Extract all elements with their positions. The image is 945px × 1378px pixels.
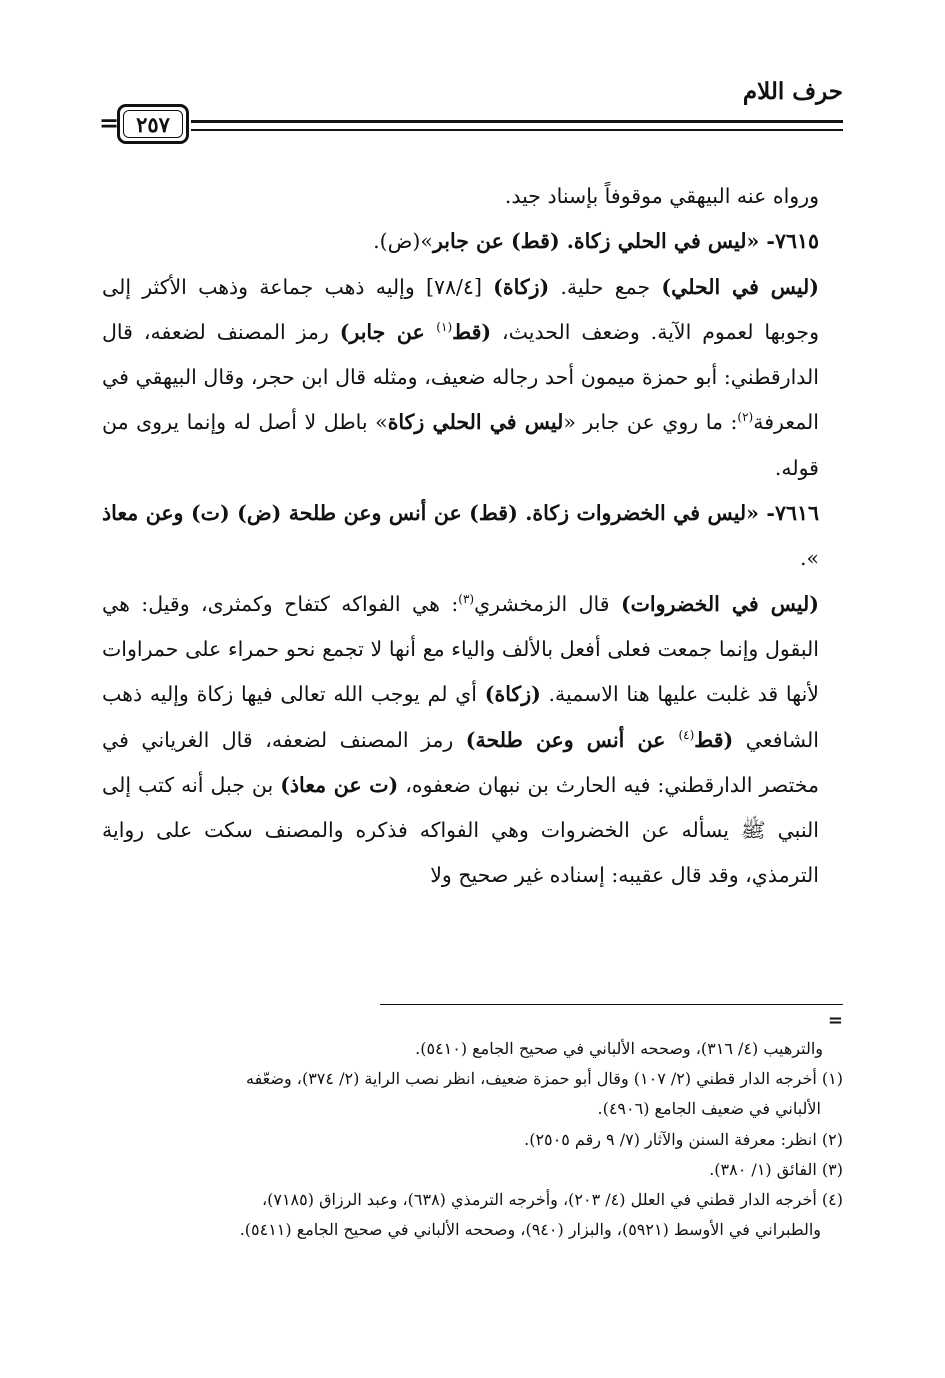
footnote-3: (٣) الفائق (١/ ٣٨٠). [709,1159,843,1179]
text-run: قال الزمخشري [474,591,621,616]
text-run: [٧٨/٤] وإليه ذهب جماعة وذهب الأكثر إلى وجوبها لعموم الآية. وضعف الحديث، [102,274,819,344]
hadith-text: ليس في الخضروات زكاة. (قط) عن أنس وعن طلحة [288,501,747,526]
hadith-tail: »(ض). [373,229,433,254]
text-run: جمع حلية. [549,274,662,299]
bold-phrase: (زكاة) [493,274,550,299]
running-header-title: حرف اللام [742,78,843,105]
text-run: » باطل لا أصل له وإنما يروى من قوله. [102,410,819,480]
hadith-7616 [102,491,843,582]
footnote-4: (٤) أخرجه الدار قطني في العلل (٤/ ٢٠٣)، وأخرجه الترمذي (٦٣٨)، وعبد الرزاق (٧١٨٥)، [261,1190,843,1210]
footnote-separator [380,1004,843,1005]
text-run: رمز المصنف لضعفه، قال الدارقطني: أبو حمزة ميمون أحد رجاله ضعيف، ومثله قال ابن حجر، وقال البيهقي في المعرفة [102,319,820,435]
footnote-equals-mark: = [827,1010,843,1031]
bold-phrase: (ليس في الحلي) [661,274,819,299]
text-run: أي لم يوجب الله تعالى فيها زكاة وإليه ذهب الشافعي [102,682,819,752]
bold-phrase: ليس في الحلي زكاة [387,410,564,435]
footnote-continuation: والترهيب (٤/ ٣١٦)، وصححه الألباني في صحيح الجامع (٥٤١٠). [415,1039,823,1058]
text-run: رمز المصنف لضعفه، قال الغرياني في مختصر الدارقطني: فيه الحارث بن نبهان ضعفوه، [102,727,819,797]
footnote-ref-2[interactable]: (٢) [737,410,754,425]
footnote-ref-1[interactable]: (١) [436,320,453,335]
commentary-7615 [102,265,843,491]
header-equals-mark: = [99,108,120,137]
page-number: ٢٥٧ [123,110,183,138]
text-run: : ما روي عن جابر « [563,410,738,435]
text-run: : هي الفواكه كتفاح وكمثرى، وقيل: هي البقول وإنما جمعت فعلى أفعل بالألف والياء مع أنها لا تجمع نحو حمراء على حمراوات لأنها قد غلبت عليها هنا الاسمية. [102,591,819,707]
bold-phrase: (قط [452,319,492,344]
hadith-grade: (ض) [229,501,289,526]
header-double-rule [191,120,843,131]
bold-phrase: (ت عن معاذ) [280,772,399,797]
footnote-1-cont: الألباني في ضعيف الجامع (٤٩٠٦). [597,1099,821,1119]
footnote-1: (١) أخرجه الدار قطني (٢/ ١٠٧) وقال أبو حمزة ضعيف، انظر نصب الراية (٢/ ٣٧٤)، وضعّفه [246,1069,843,1089]
hadith-text: (ت) وعن معاذ [102,501,230,526]
text-run: بن جبل أنه كتب إلى النبي ﷺ يسأله عن الخضروات وهي الفواكه فذكره والمصنف سكت على رواية الترمذي، وقد قال عقيبه: إسناده غير صحيح ولا [102,772,819,888]
page-number-frame [117,104,189,144]
paragraph-bayhaqi: ورواه عنه البيهقي موقوفاً بإسناد جيد. [504,184,819,208]
bold-phrase: عن جابر) [339,319,437,344]
footnote-2: (٢) انظر: معرفة السنن والآثار (٧/ ٩ رقم ٢٥٠٥). [524,1129,843,1149]
bold-phrase: (زكاة) [484,682,541,707]
hadith-number: ٧٦١٦- « [746,501,819,526]
bold-phrase: (ليس في الخضروات) [620,591,819,616]
commentary-7616 [102,582,843,899]
hadith-text: ليس في الحلي زكاة. (قط) عن جابر [432,229,747,254]
footnote-4-cont: والطبراني في الأوسط (٥٩٢١)، والبزار (٩٤٠)، وصححه الألباني في صحيح الجامع (٥٤١١). [239,1220,821,1240]
footnote-ref-3[interactable]: (٣) [458,591,475,606]
footnote-ref-4[interactable]: (٤) [678,727,695,742]
hadith-number: ٧٦١٥- « [746,229,819,254]
bold-phrase: عن أنس وعن طلحة) [465,727,679,752]
hadith-tail: ». [799,546,819,571]
main-text [102,174,843,899]
footnotes [102,1034,843,1245]
hadith-7615 [102,219,843,264]
bold-phrase: (قط [694,727,734,752]
